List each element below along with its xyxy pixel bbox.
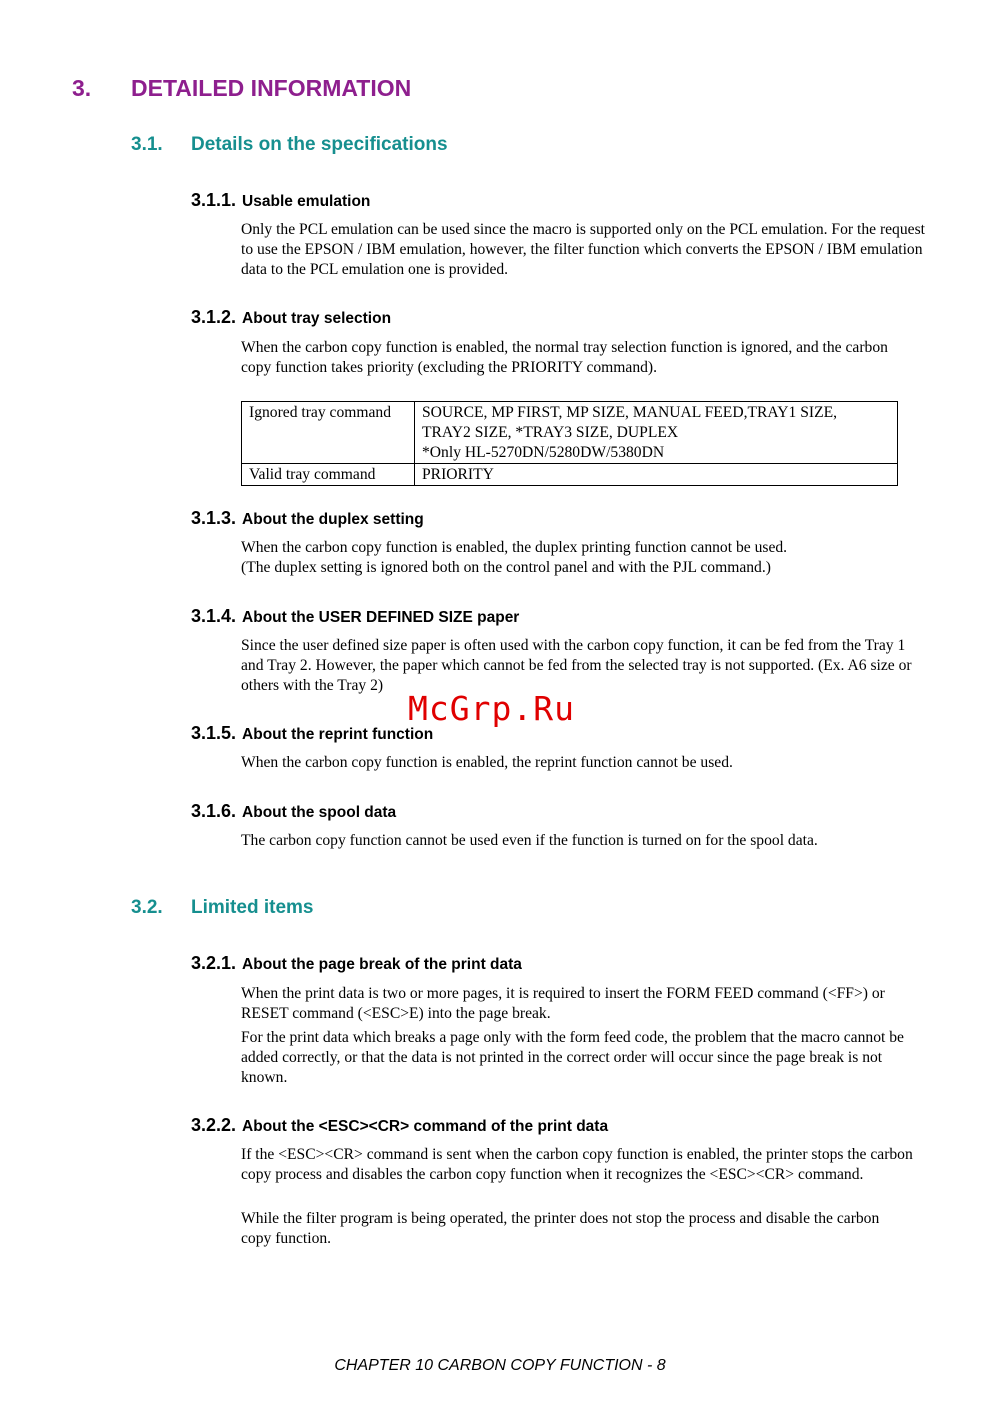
heading-3-1-6 (191, 801, 396, 822)
section-3-1-title: Details on the specifications (191, 134, 448, 155)
esc-cr-text-1: If the <ESC><CR> command is sent when the carbon copy function is enabled, the printer stops the carbon copy process and disables the carbon copy function when it recognizes the <ESC><CR> command. (241, 1146, 913, 1183)
duplex-line-1: When the carbon copy function is enabled, the duplex printing function cannot be used. (241, 539, 788, 556)
table-cell-label: Ignored tray command (242, 402, 415, 464)
duplex-text (241, 538, 931, 578)
chapter-title: DETAILED INFORMATION (131, 75, 412, 101)
heading-title: About the reprint function (242, 726, 434, 743)
table-cell-label: Valid tray command (242, 464, 415, 486)
ignored-commands-line-1: SOURCE, MP FIRST, MP SIZE, MANUAL FEED,TRAY1 SIZE, (422, 404, 838, 421)
heading-number: 3.1.3. (191, 508, 237, 528)
table-cell-value (415, 402, 898, 464)
heading-title: About the spool data (242, 804, 397, 821)
tray-command-table (241, 401, 898, 486)
section-3-2-number: 3.2. (131, 897, 163, 918)
page-break-text-2: For the print data which breaks a page only with the form feed code, the problem that the macro cannot be added correctly, or that the data is not printed in the correct order will occur since the page break is not known. (241, 1029, 904, 1086)
ignored-commands-line-2: TRAY2 SIZE, *TRAY3 SIZE, DUPLEX (422, 424, 679, 441)
heading-3-1-5 (191, 723, 433, 744)
watermark-text: McGrp.Ru (408, 689, 575, 728)
heading-3-1-1 (191, 190, 370, 211)
heading-number: 3.1.5. (191, 723, 237, 743)
page-break-text-1: When the print data is two or more pages, it is required to insert the FORM FEED command (<FF>) or RESET command (<ESC>E) into the page break. (241, 985, 885, 1022)
heading-title: About the <ESC><CR> command of the print data (242, 1118, 609, 1135)
ignored-commands-note: *Only HL-5270DN/5280DW/5380DN (422, 444, 665, 461)
heading-number: 3.1.4. (191, 606, 237, 626)
heading-title: About the duplex setting (242, 511, 424, 528)
heading-number: 3.2.2. (191, 1115, 237, 1135)
spool-data-text: The carbon copy function cannot be used even if the function is turned on for the spool data. (241, 832, 818, 849)
heading-title: About the USER DEFINED SIZE paper (242, 609, 520, 626)
table-cell-value: PRIORITY (415, 464, 898, 486)
section-3-2-title: Limited items (191, 897, 314, 918)
page-footer: CHAPTER 10 CARBON COPY FUNCTION - 8 (334, 1357, 666, 1374)
chapter-number: 3. (72, 75, 92, 101)
heading-number: 3.2.1. (191, 953, 237, 973)
duplex-line-2: (The duplex setting is ignored both on the control panel and with the PJL command.) (241, 559, 771, 576)
heading-3-1-4 (191, 606, 519, 627)
heading-3-1-3 (191, 508, 424, 529)
usable-emulation-text: Only the PCL emulation can be used since the macro is supported only on the PCL emulation. For the request to use the EPSON / IBM emulation, however, the filter function which converts the EPSON / IBM emulation data to the PCL emulation one is provided. (241, 221, 925, 278)
user-defined-size-text: Since the user defined size paper is often used with the carbon copy function, it can be fed from the Tray 1 and Tray 2. However, the paper which cannot be fed from the selected tray is not supported. (Ex. A6 size or others with the Tray 2) (241, 637, 912, 694)
table-row (242, 464, 898, 486)
heading-title: About the page break of the print data (242, 956, 522, 973)
heading-number: 3.1.6. (191, 801, 237, 821)
esc-cr-text-2: While the filter program is being operated, the printer does not stop the process and disable the carbon copy function. (241, 1210, 880, 1247)
heading-3-2-2 (191, 1115, 608, 1136)
heading-3-1-2 (191, 307, 391, 328)
heading-number: 3.1.2. (191, 307, 237, 327)
table-row (242, 402, 898, 464)
section-3-1-number: 3.1. (131, 134, 163, 155)
reprint-text: When the carbon copy function is enabled, the reprint function cannot be used. (241, 754, 733, 771)
heading-title: About tray selection (242, 310, 392, 327)
heading-number: 3.1.1. (191, 190, 237, 210)
heading-3-2-1 (191, 953, 522, 974)
tray-selection-text: When the carbon copy function is enabled, the normal tray selection function is ignored, and the carbon copy function takes priority (excluding the PRIORITY command). (241, 339, 888, 376)
heading-title: Usable emulation (242, 193, 371, 210)
